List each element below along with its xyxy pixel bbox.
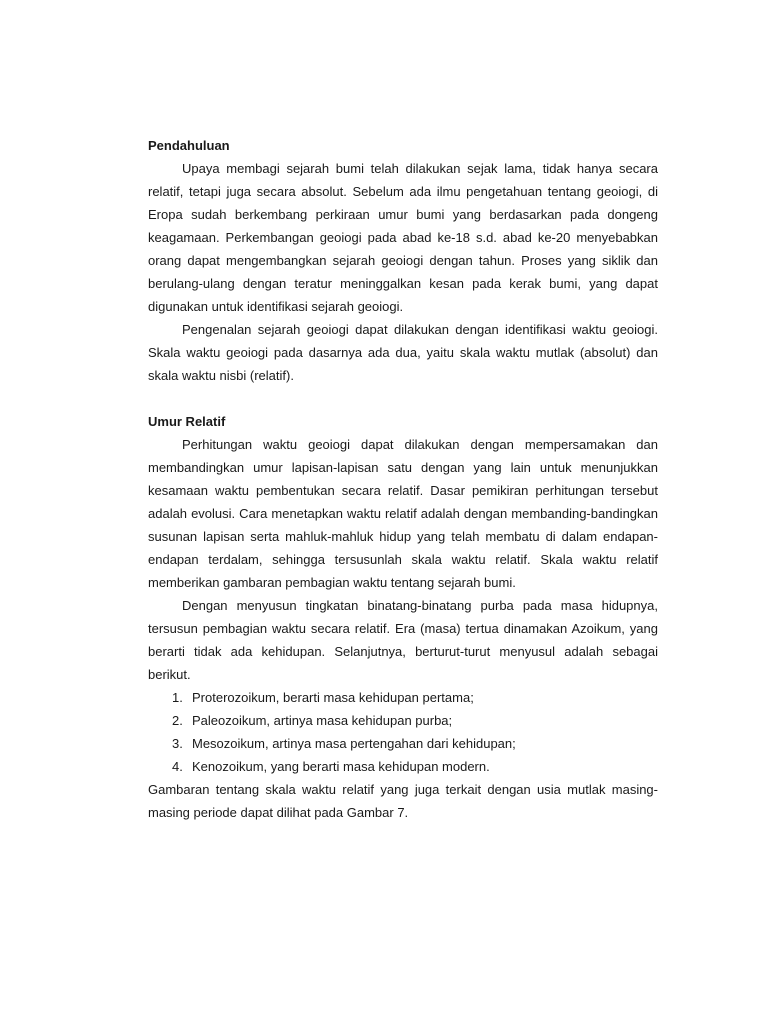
era-list [148,686,658,778]
paragraph: Dengan menyusun tingkatan binatang-binatang purba pada masa hidupnya, tersusun pembagian waktu secara relatif. Era (masa) tertua dinamakan Azoikum, yang berarti tidak ada kehidupan. Selanjutnya, berturut-turut menyusul adalah sebagai berikut. [148,598,658,682]
list-item [148,709,658,732]
list-number: 1. [172,690,183,705]
paragraph: Upaya membagi sejarah bumi telah dilakukan sejak lama, tidak hanya secara relatif, tetapi juga secara absolut. Sebelum ada ilmu pengetahuan tentang geoiogi, di Eropa sudah berkembang perkiraan umur bumi yang berdasarkan pada dongeng keagamaan. Perkembangan geoiogi pada abad ke-18 s.d. abad ke-20 menyebabkan orang dapat mengembangkan sejarah geoiogi dengan tahun. Proses yang siklik dan berulang-ulang dengan teratur meninggalkan kesan pada kerak bumi, yang dapat digunakan untuk identifikasi sejarah geoiogi. [148,161,658,314]
section-heading-pendahuluan: Pendahuluan [148,138,230,153]
list-text: Paleozoikum, artinya masa kehidupan purba; [192,713,453,728]
list-number: 3. [172,736,183,751]
list-item [148,732,658,755]
paragraph: Perhitungan waktu geoiogi dapat dilakukan dengan mempersamakan dan membandingkan umur lapisan-lapisan satu dengan yang lain untuk menunjukkan kesamaan waktu pembentukan secara relatif. Dasar pemikiran perhitungan tersebut adalah evolusi. Cara menetapkan waktu relatif adalah dengan membanding-bandingkan susunan lapisan serta mahluk-mahluk hidup yang telah membatu di dalam endapan-endapan terdalam, sehingga tersusunlah skala waktu relatif. Skala waktu relatif memberikan gambaran pembagian waktu tentang sejarah bumi. [148,437,658,590]
list-text: Mesozoikum, artinya masa pertengahan dari kehidupan; [192,736,516,751]
list-text: Kenozoikum, yang berarti masa kehidupan modern. [192,759,490,774]
section-heading-umur-relatif: Umur Relatif [148,414,226,429]
list-number: 2. [172,713,183,728]
list-number: 4. [172,759,183,774]
list-item [148,686,658,709]
closing-paragraph: Gambaran tentang skala waktu relatif yang juga terkait dengan usia mutlak masing-masing periode dapat dilihat pada Gambar 7. [148,782,658,820]
paragraph: Pengenalan sejarah geoiogi dapat dilakukan dengan identifikasi waktu geoiogi. Skala waktu geoiogi pada dasarnya ada dua, yaitu skala waktu mutlak (absolut) dan skala waktu nisbi (relatif). [148,322,658,383]
list-item [148,755,658,778]
section-spacer [148,387,658,410]
document-page [148,134,658,824]
list-text: Proterozoikum, berarti masa kehidupan pertama; [192,690,474,705]
